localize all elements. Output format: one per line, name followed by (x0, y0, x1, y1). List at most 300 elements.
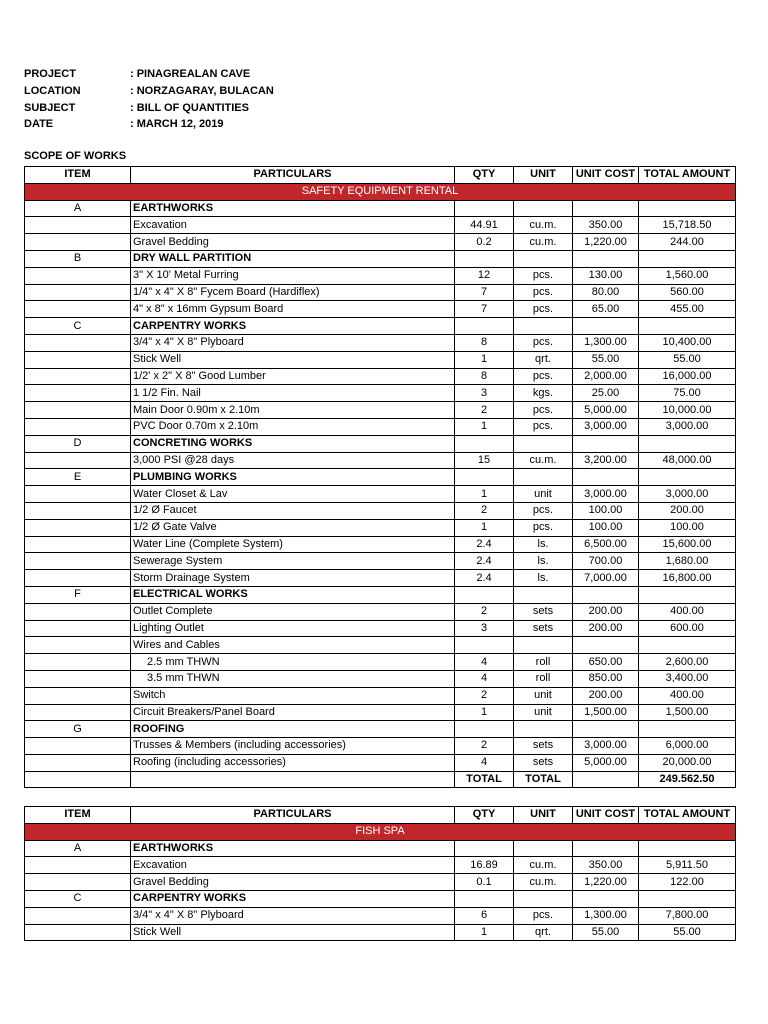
unit (514, 250, 573, 267)
total-amount: 200.00 (639, 502, 736, 519)
item-code (25, 301, 131, 318)
total-amount: 122.00 (639, 874, 736, 891)
table-row (25, 267, 736, 284)
table-row (25, 502, 736, 519)
qty: 8 (455, 334, 514, 351)
particulars: 4" x 8" x 16mm Gypsum Board (131, 301, 455, 318)
unit-cost: 100.00 (573, 502, 639, 519)
particulars: ROOFING (131, 721, 455, 738)
unit: pcs. (514, 267, 573, 284)
table-row (25, 603, 736, 620)
unit-cost: 2,000.00 (573, 368, 639, 385)
item-code (25, 857, 131, 874)
section-title: SAFETY EQUIPMENT RENTAL (25, 183, 736, 200)
table-row (25, 738, 736, 755)
qty: 6 (455, 907, 514, 924)
unit-cost (573, 586, 639, 603)
table-row (25, 670, 736, 687)
unit: cu.m. (514, 217, 573, 234)
unit-cost: 700.00 (573, 553, 639, 570)
item-code (25, 907, 131, 924)
qty (455, 200, 514, 217)
total-amount (639, 637, 736, 654)
particulars: Outlet Complete (131, 603, 455, 620)
particulars: CARPENTRY WORKS (131, 318, 455, 335)
qty (455, 469, 514, 486)
qty: 2.4 (455, 570, 514, 587)
item-code: B (25, 250, 131, 267)
table-row (25, 754, 736, 771)
boq-table-fish-spa (24, 806, 736, 941)
unit-cost: 1,300.00 (573, 907, 639, 924)
item-code (25, 217, 131, 234)
qty (455, 721, 514, 738)
total-amount: 600.00 (639, 620, 736, 637)
unit: cu.m. (514, 874, 573, 891)
table-row (25, 536, 736, 553)
unit-cost: 25.00 (573, 385, 639, 402)
table-row (25, 637, 736, 654)
item-code (25, 553, 131, 570)
col-unit: UNIT (514, 807, 573, 824)
item-code (25, 418, 131, 435)
qty: 8 (455, 368, 514, 385)
table-row (25, 385, 736, 402)
col-total-amount: TOTAL AMOUNT (639, 167, 736, 184)
total-amount: 7,800.00 (639, 907, 736, 924)
particulars: PLUMBING WORKS (131, 469, 455, 486)
table-row (25, 924, 736, 941)
table-row (25, 570, 736, 587)
section-heading-row (25, 200, 736, 217)
total-amount: 10,400.00 (639, 334, 736, 351)
col-particulars: PARTICULARS (131, 807, 455, 824)
total-unit-cost (573, 771, 639, 788)
total-amount: 400.00 (639, 687, 736, 704)
total-amount (639, 435, 736, 452)
qty: 1 (455, 924, 514, 941)
table-row (25, 234, 736, 251)
total-amount (639, 721, 736, 738)
unit-cost: 850.00 (573, 670, 639, 687)
qty: 1 (455, 351, 514, 368)
unit-cost: 100.00 (573, 519, 639, 536)
total-amount: 3,000.00 (639, 418, 736, 435)
particulars: 3/4" x 4" X 8" Plyboard (131, 907, 455, 924)
item-code (25, 637, 131, 654)
qty: 1 (455, 418, 514, 435)
qty: 44.91 (455, 217, 514, 234)
col-qty: QTY (455, 167, 514, 184)
table-header-row (25, 167, 736, 184)
section-heading-row (25, 721, 736, 738)
unit-cost: 350.00 (573, 857, 639, 874)
particulars: Gravel Bedding (131, 234, 455, 251)
section-heading-row (25, 435, 736, 452)
unit: qrt. (514, 924, 573, 941)
unit-cost: 6,500.00 (573, 536, 639, 553)
qty: 2 (455, 603, 514, 620)
item-code (25, 334, 131, 351)
total-qty-label: TOTAL (455, 771, 514, 788)
total-amount (639, 250, 736, 267)
qty: 4 (455, 754, 514, 771)
unit (514, 890, 573, 907)
unit (514, 840, 573, 857)
qty: 16.89 (455, 857, 514, 874)
section-heading-row (25, 890, 736, 907)
particulars: 3.5 mm THWN (131, 670, 455, 687)
document-header (24, 66, 274, 133)
total-amount: 5,911.50 (639, 857, 736, 874)
qty: 7 (455, 284, 514, 301)
unit-cost: 130.00 (573, 267, 639, 284)
unit: unit (514, 704, 573, 721)
total-amount: 10,000.00 (639, 402, 736, 419)
item-code (25, 654, 131, 671)
particulars: Excavation (131, 857, 455, 874)
unit-cost (573, 435, 639, 452)
total-amount: 75.00 (639, 385, 736, 402)
particulars: Gravel Bedding (131, 874, 455, 891)
particulars: 2.5 mm THWN (131, 654, 455, 671)
particulars: Storm Drainage System (131, 570, 455, 587)
total-amount: 1,560.00 (639, 267, 736, 284)
particulars: PVC Door 0.70m x 2.10m (131, 418, 455, 435)
unit-cost: 3,000.00 (573, 738, 639, 755)
particulars: DRY WALL PARTITION (131, 250, 455, 267)
particulars: Switch (131, 687, 455, 704)
particulars: Roofing (including accessories) (131, 754, 455, 771)
unit: cu.m. (514, 452, 573, 469)
total-amount: 16,800.00 (639, 570, 736, 587)
table-row (25, 857, 736, 874)
total-amount: 3,400.00 (639, 670, 736, 687)
total-amount: 55.00 (639, 924, 736, 941)
unit-cost: 200.00 (573, 687, 639, 704)
total-amount (639, 890, 736, 907)
qty: 2 (455, 738, 514, 755)
item-code (25, 284, 131, 301)
unit: pcs. (514, 301, 573, 318)
unit: pcs. (514, 418, 573, 435)
item-code (25, 670, 131, 687)
qty (455, 890, 514, 907)
item-code: A (25, 840, 131, 857)
unit-cost: 200.00 (573, 603, 639, 620)
total-amount: 1,500.00 (639, 704, 736, 721)
unit: roll (514, 654, 573, 671)
item-code: D (25, 435, 131, 452)
unit-cost: 7,000.00 (573, 570, 639, 587)
particulars: CONCRETING WORKS (131, 435, 455, 452)
unit (514, 637, 573, 654)
total-amount: 6,000.00 (639, 738, 736, 755)
unit-cost: 200.00 (573, 620, 639, 637)
total-amount (639, 318, 736, 335)
item-code (25, 570, 131, 587)
qty: 2.4 (455, 536, 514, 553)
item-code: C (25, 318, 131, 335)
unit-cost (573, 890, 639, 907)
qty: 4 (455, 670, 514, 687)
item-code: C (25, 890, 131, 907)
total-amount (639, 469, 736, 486)
item-code: A (25, 200, 131, 217)
total-amount: 16,000.00 (639, 368, 736, 385)
item-code (25, 924, 131, 941)
qty: 0.2 (455, 234, 514, 251)
table-row (25, 519, 736, 536)
item-code (25, 502, 131, 519)
item-code (25, 620, 131, 637)
table-row (25, 553, 736, 570)
grand-total-amount: 249.562.50 (639, 771, 736, 788)
col-unit-cost: UNIT COST (573, 167, 639, 184)
unit-cost: 1,500.00 (573, 704, 639, 721)
unit-cost (573, 318, 639, 335)
item-code (25, 234, 131, 251)
unit: cu.m. (514, 234, 573, 251)
qty (455, 318, 514, 335)
total-amount: 15,718.50 (639, 217, 736, 234)
table-row (25, 418, 736, 435)
unit-cost (573, 469, 639, 486)
unit-cost: 3,000.00 (573, 418, 639, 435)
total-amount (639, 200, 736, 217)
total-amount: 55.00 (639, 351, 736, 368)
col-qty: QTY (455, 807, 514, 824)
unit-cost: 650.00 (573, 654, 639, 671)
unit (514, 435, 573, 452)
table-row (25, 687, 736, 704)
qty: 12 (455, 267, 514, 284)
total-amount: 15,600.00 (639, 536, 736, 553)
qty: 4 (455, 654, 514, 671)
unit-cost: 3,200.00 (573, 452, 639, 469)
total-amount: 3,000.00 (639, 486, 736, 503)
unit (514, 469, 573, 486)
total-amount: 1,680.00 (639, 553, 736, 570)
particulars: EARTHWORKS (131, 840, 455, 857)
total-amount: 560.00 (639, 284, 736, 301)
section-title: FISH SPA (25, 823, 736, 840)
item-code (25, 687, 131, 704)
unit-cost: 55.00 (573, 924, 639, 941)
particulars: ELECTRICAL WORKS (131, 586, 455, 603)
total-row (25, 771, 736, 788)
qty: 3 (455, 620, 514, 637)
unit: ls. (514, 553, 573, 570)
qty (455, 840, 514, 857)
total-amount: 455.00 (639, 301, 736, 318)
qty: 2 (455, 402, 514, 419)
item-code (25, 603, 131, 620)
header-subject: SUBJECT : BILL OF QUANTITIES (24, 101, 249, 114)
particulars: 1 1/2 Fin. Nail (131, 385, 455, 402)
qty: 1 (455, 486, 514, 503)
unit: roll (514, 670, 573, 687)
table-row (25, 452, 736, 469)
particulars: Water Closet & Lav (131, 486, 455, 503)
particulars: Stick Well (131, 351, 455, 368)
qty (455, 637, 514, 654)
section-heading-row (25, 318, 736, 335)
particulars: Trusses & Members (including accessories) (131, 738, 455, 755)
total-item (25, 771, 131, 788)
total-amount: 244.00 (639, 234, 736, 251)
qty: 1 (455, 519, 514, 536)
particulars: EARTHWORKS (131, 200, 455, 217)
qty: 3 (455, 385, 514, 402)
table-row (25, 351, 736, 368)
unit-cost: 3,000.00 (573, 486, 639, 503)
unit: sets (514, 620, 573, 637)
item-code (25, 874, 131, 891)
particulars: 1/2' x 2" X 8" Good Lumber (131, 368, 455, 385)
item-code (25, 738, 131, 755)
unit: pcs. (514, 368, 573, 385)
unit-cost: 350.00 (573, 217, 639, 234)
total-unit-label: TOTAL (514, 771, 573, 788)
table-row (25, 217, 736, 234)
header-date: DATE : MARCH 12, 2019 (24, 118, 224, 131)
unit-cost: 80.00 (573, 284, 639, 301)
item-code: G (25, 721, 131, 738)
particulars: Sewerage System (131, 553, 455, 570)
particulars: CARPENTRY WORKS (131, 890, 455, 907)
particulars: Wires and Cables (131, 637, 455, 654)
particulars: Water Line (Complete System) (131, 536, 455, 553)
section-heading-row (25, 250, 736, 267)
item-code (25, 452, 131, 469)
unit-cost (573, 637, 639, 654)
section-band-row (25, 823, 736, 840)
item-code (25, 754, 131, 771)
qty (455, 586, 514, 603)
col-unit-cost: UNIT COST (573, 807, 639, 824)
section-heading-row (25, 586, 736, 603)
header-project: PROJECT : PINAGREALAN CAVE (24, 68, 251, 80)
unit: unit (514, 486, 573, 503)
particulars: 1/2 Ø Faucet (131, 502, 455, 519)
qty: 7 (455, 301, 514, 318)
unit-cost (573, 721, 639, 738)
unit-cost (573, 840, 639, 857)
section-band-row (25, 183, 736, 200)
item-code (25, 704, 131, 721)
unit-cost: 5,000.00 (573, 754, 639, 771)
item-code (25, 519, 131, 536)
table-row (25, 301, 736, 318)
item-code: F (25, 586, 131, 603)
item-code (25, 351, 131, 368)
unit: pcs. (514, 402, 573, 419)
unit-cost: 55.00 (573, 351, 639, 368)
total-amount (639, 840, 736, 857)
col-total-amount: TOTAL AMOUNT (639, 807, 736, 824)
section-heading-row (25, 469, 736, 486)
qty (455, 250, 514, 267)
unit: pcs. (514, 284, 573, 301)
unit: pcs. (514, 907, 573, 924)
boq-table-safety-equipment (24, 166, 736, 788)
unit-cost: 1,220.00 (573, 874, 639, 891)
particulars: 3,000 PSI @28 days (131, 452, 455, 469)
col-item: ITEM (25, 167, 131, 184)
unit: sets (514, 738, 573, 755)
unit: pcs. (514, 334, 573, 351)
qty: 1 (455, 704, 514, 721)
unit (514, 200, 573, 217)
table-row (25, 334, 736, 351)
total-particulars (131, 771, 455, 788)
unit: sets (514, 603, 573, 620)
table-row (25, 368, 736, 385)
table-row (25, 704, 736, 721)
qty: 15 (455, 452, 514, 469)
unit-cost (573, 200, 639, 217)
particulars: Main Door 0.90m x 2.10m (131, 402, 455, 419)
table-row (25, 620, 736, 637)
item-code (25, 368, 131, 385)
total-amount: 48,000.00 (639, 452, 736, 469)
table-row (25, 654, 736, 671)
table-row (25, 874, 736, 891)
total-amount: 20,000.00 (639, 754, 736, 771)
unit-cost: 1,220.00 (573, 234, 639, 251)
qty: 2 (455, 502, 514, 519)
particulars: Stick Well (131, 924, 455, 941)
unit: cu.m. (514, 857, 573, 874)
qty: 2.4 (455, 553, 514, 570)
unit: unit (514, 687, 573, 704)
unit: pcs. (514, 519, 573, 536)
col-particulars: PARTICULARS (131, 167, 455, 184)
unit-cost: 65.00 (573, 301, 639, 318)
particulars: 1/4" x 4" X 8" Fycem Board (Hardiflex) (131, 284, 455, 301)
unit: ls. (514, 536, 573, 553)
particulars: 3" X 10' Metal Furring (131, 267, 455, 284)
unit (514, 318, 573, 335)
unit-cost: 5,000.00 (573, 402, 639, 419)
total-amount: 100.00 (639, 519, 736, 536)
item-code (25, 402, 131, 419)
table-header-row (25, 807, 736, 824)
qty (455, 435, 514, 452)
unit: sets (514, 754, 573, 771)
col-unit: UNIT (514, 167, 573, 184)
unit: ls. (514, 570, 573, 587)
item-code (25, 486, 131, 503)
table-row (25, 907, 736, 924)
unit-cost: 1,300.00 (573, 334, 639, 351)
total-amount: 400.00 (639, 603, 736, 620)
item-code (25, 267, 131, 284)
header-location: LOCATION : NORZAGARAY, BULACAN (24, 84, 274, 97)
total-amount (639, 586, 736, 603)
table-row (25, 486, 736, 503)
unit (514, 586, 573, 603)
scope-of-works-label: SCOPE OF WORKS (24, 150, 127, 162)
particulars: 3/4" x 4" X 8" Plyboard (131, 334, 455, 351)
table-row (25, 402, 736, 419)
item-code (25, 536, 131, 553)
item-code: E (25, 469, 131, 486)
unit-cost (573, 250, 639, 267)
unit: pcs. (514, 502, 573, 519)
item-code (25, 385, 131, 402)
